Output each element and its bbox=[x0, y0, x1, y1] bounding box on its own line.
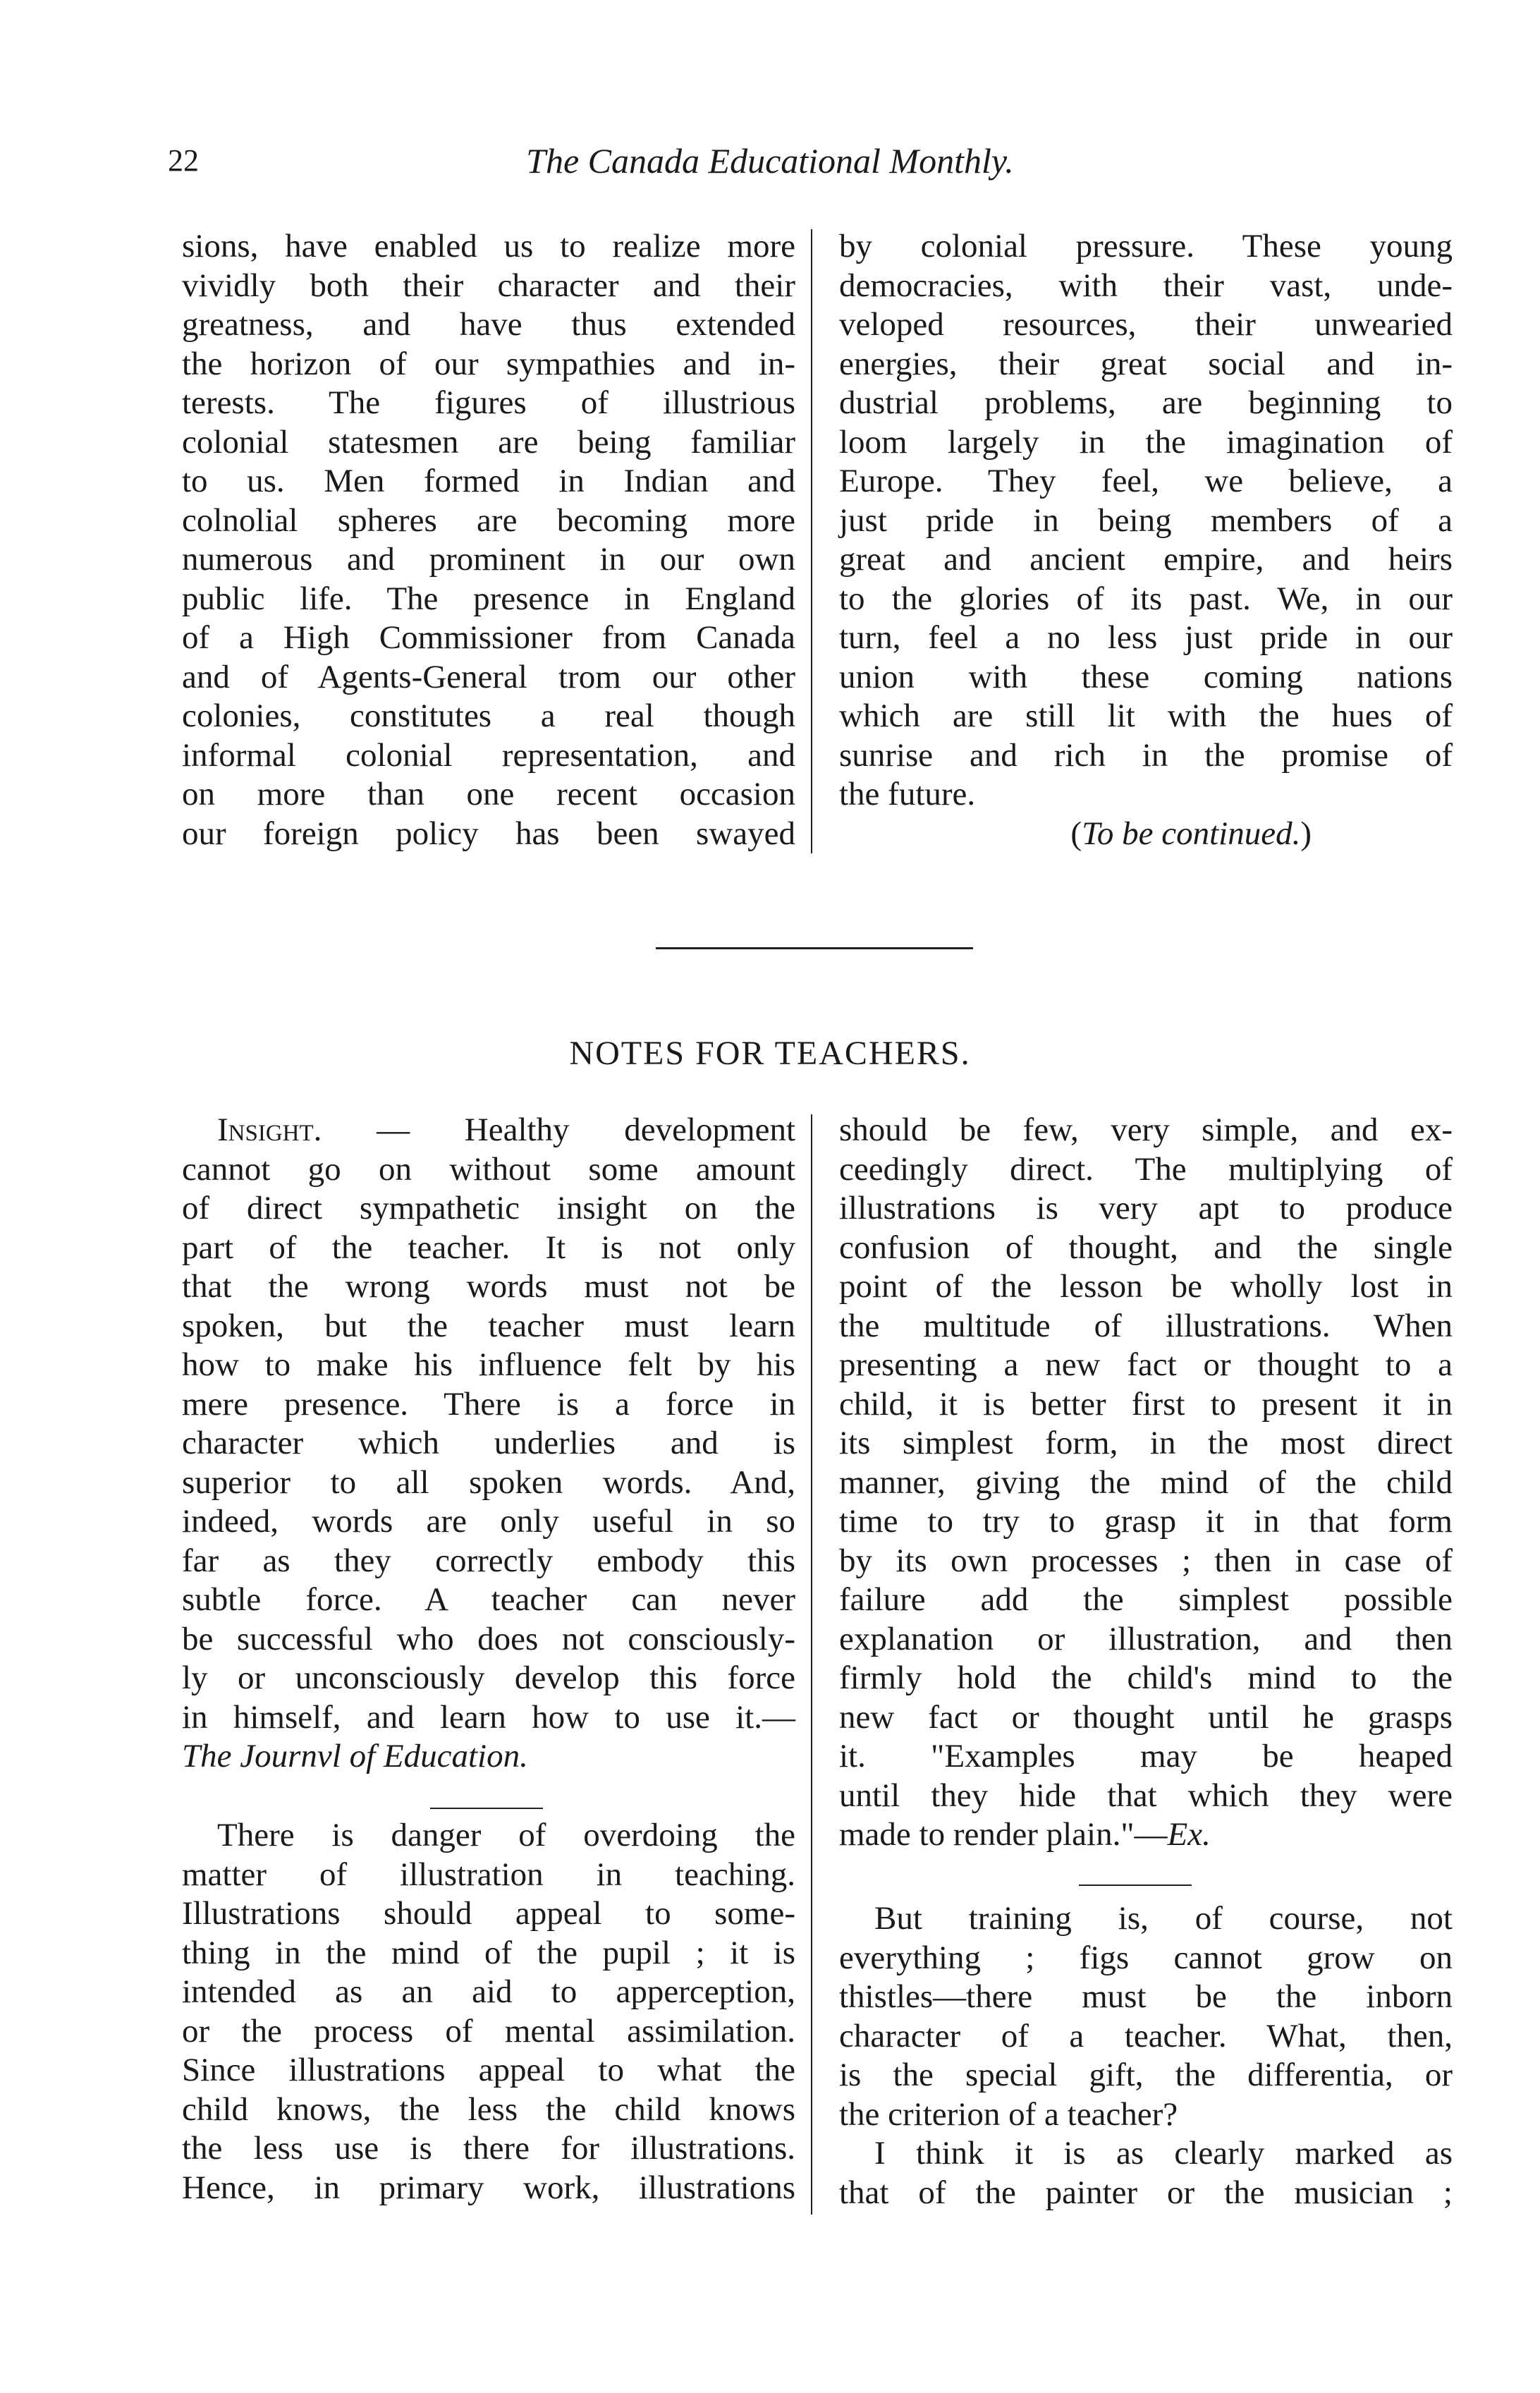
text-line: veloped resources, their unwearied bbox=[839, 306, 1453, 343]
notes-left-column-illustration bbox=[182, 1816, 795, 2208]
to-be-continued-text: To be continued. bbox=[1082, 815, 1301, 852]
text-line: everything ; figs cannot grow on bbox=[839, 1939, 1453, 1976]
text-line: character of a teacher. What, then, bbox=[839, 2017, 1453, 2054]
note-separator-right bbox=[1079, 1884, 1192, 1886]
text-line: that the wrong words must not be bbox=[182, 1268, 795, 1305]
text-line: numerous and prominent in our own bbox=[182, 541, 795, 578]
text-line: to the glories of its past. We, in our bbox=[839, 580, 1453, 617]
text-line: turn, feel a no less just pride in our bbox=[839, 619, 1453, 656]
text-line: by its own processes ; then in case of bbox=[839, 1542, 1453, 1579]
text-line: thing in the mind of the pupil ; it is bbox=[182, 1934, 795, 1971]
text-line: Illustrations should appeal to some- bbox=[182, 1895, 795, 1932]
text-line: dustrial problems, are beginning to bbox=[839, 384, 1453, 421]
text-line: thistles—there must be the inborn bbox=[839, 1978, 1453, 2015]
article-top-right-column bbox=[839, 227, 1453, 853]
text-line: colonies, constitutes a real though bbox=[182, 698, 795, 734]
notes-right-column-training bbox=[839, 1899, 1453, 2212]
text-line: But training is, of course, not bbox=[874, 1900, 1453, 1937]
section-title: NOTES FOR TEACHERS. bbox=[569, 1035, 971, 1072]
text-line: that of the painter or the musician ; bbox=[839, 2174, 1453, 2211]
text-line: informal colonial representation, and bbox=[182, 736, 795, 774]
text-line: and of Agents-General trom our other bbox=[182, 658, 795, 695]
column-divider-top bbox=[811, 229, 812, 853]
text-line: the future. bbox=[839, 776, 976, 812]
text-line: ly or unconsciously develop this force bbox=[182, 1660, 795, 1696]
text-line: democracies, with their vast, unde- bbox=[839, 267, 1453, 304]
text-line: our foreign policy has been swayed bbox=[182, 815, 795, 852]
text-line: sunrise and rich in the promise of bbox=[839, 736, 1453, 774]
text-line: intended as an aid to apperception, bbox=[182, 1973, 795, 2010]
text-line: subtle force. A teacher can never bbox=[182, 1581, 795, 1618]
text-line: it. "Examples may be heaped bbox=[839, 1738, 1453, 1774]
note-separator-left bbox=[430, 1808, 543, 1809]
text-line: explanation or illustration, and then bbox=[839, 1620, 1453, 1657]
text-line: public life. The presence in England bbox=[182, 580, 795, 617]
text-line: manner, giving the mind of the child bbox=[839, 1463, 1453, 1501]
text-line: child, it is better first to present it in bbox=[839, 1385, 1453, 1423]
text-line: colonial statesmen are being familiar bbox=[182, 423, 795, 461]
running-head: The Canada Educational Monthly. bbox=[526, 141, 1014, 181]
to-be-continued: (To be continued.) bbox=[1070, 815, 1312, 852]
text-line: just pride in being members of a bbox=[839, 501, 1453, 539]
text-line: of direct sympathetic insight on the bbox=[182, 1190, 795, 1226]
text-line: which are still lit with the hues of bbox=[839, 698, 1453, 734]
text-line: ceedingly direct. The multiplying of bbox=[839, 1150, 1453, 1188]
text-line: loom largely in the imagination of bbox=[839, 423, 1453, 461]
page-number: 22 bbox=[168, 143, 199, 178]
text-line: Europe. They feel, we believe, a bbox=[839, 463, 1453, 499]
text-line: on more than one recent occasion bbox=[182, 776, 795, 812]
text-line: superior to all spoken words. And, bbox=[182, 1463, 795, 1501]
notes-right-column bbox=[839, 1111, 1453, 1855]
text-line: character which underlies and is bbox=[182, 1425, 795, 1461]
text-line: mere presence. There is a force in bbox=[182, 1385, 795, 1423]
text-line: the horizon of our sympathies and in- bbox=[182, 345, 795, 382]
text-line bbox=[839, 1815, 1453, 1855]
text-line: is the special gift, the differentia, or bbox=[839, 2057, 1453, 2093]
illustration-source: Ex. bbox=[1167, 1816, 1211, 1853]
text-line: time to try to grasp it in that form bbox=[839, 1503, 1453, 1540]
text-line: energies, their great social and in- bbox=[839, 345, 1453, 382]
text-line: far as they correctly embody this bbox=[182, 1542, 795, 1579]
text-line: should be few, very simple, and ex- bbox=[839, 1112, 1453, 1148]
illustration-end: made to render plain."— bbox=[839, 1816, 1168, 1853]
notes-left-column bbox=[182, 1111, 795, 1777]
text-line: sions, have enabled us to realize more bbox=[182, 228, 795, 264]
text-line: how to make his influence felt by his bbox=[182, 1346, 795, 1383]
text-line: Hence, in primary work, illustrations bbox=[182, 2169, 795, 2206]
text-line: point of the lesson be wholly lost in bbox=[839, 1268, 1453, 1305]
text-line: confusion of thought, and the single bbox=[839, 1229, 1453, 1266]
text-line: part of the teacher. It is not only bbox=[182, 1229, 795, 1266]
text-line: illustrations is very apt to produce bbox=[839, 1190, 1453, 1226]
text-line: firmly hold the child's mind to the bbox=[839, 1660, 1453, 1696]
text-line: terests. The figures of illustrious bbox=[182, 384, 795, 421]
text-line: failure add the simplest possible bbox=[839, 1581, 1453, 1618]
text-line: or the process of mental assimilation. bbox=[182, 2012, 795, 2050]
text-line: greatness, and have thus extended bbox=[182, 306, 795, 343]
text-line: the criterion of a teacher? bbox=[839, 2095, 1178, 2133]
text-line: the multitude of illustrations. When bbox=[839, 1307, 1453, 1344]
text-line: new fact or thought until he grasps bbox=[839, 1698, 1453, 1736]
text-line: of a High Commissioner from Canada bbox=[182, 619, 795, 656]
text-line: spoken, but the teacher must learn bbox=[182, 1307, 795, 1344]
text-line: great and ancient empire, and heirs bbox=[839, 541, 1453, 578]
insight-dash: — bbox=[322, 1112, 465, 1148]
text-line: union with these coming nations bbox=[839, 658, 1453, 695]
article-top-left-column bbox=[182, 227, 795, 853]
text-line: child knows, the less the child knows bbox=[182, 2090, 795, 2128]
text-line: by colonial pressure. These young bbox=[839, 228, 1453, 264]
text-line: be successful who does not consciously- bbox=[182, 1620, 795, 1657]
insight-first-line: Healthy development bbox=[464, 1112, 796, 1148]
text-line: I think it is as clearly marked as bbox=[874, 2135, 1453, 2172]
insight-source: The Journvl of Education. bbox=[182, 1738, 528, 1774]
column-divider-notes bbox=[811, 1114, 812, 2215]
section-separator-rule bbox=[656, 947, 973, 949]
text-line: until they hide that which they were bbox=[839, 1777, 1453, 1814]
text-line bbox=[182, 1111, 795, 1150]
text-line: cannot go on without some amount bbox=[182, 1150, 795, 1188]
text-line: Since illustrations appeal to what the bbox=[182, 2052, 795, 2088]
text-line: presenting a new fact or thought to a bbox=[839, 1346, 1453, 1383]
text-line: matter of illustration in teaching. bbox=[182, 1856, 795, 1893]
text-line: colnolial spheres are becoming more bbox=[182, 501, 795, 539]
text-line: to us. Men formed in Indian and bbox=[182, 463, 795, 499]
text-line: There is danger of overdoing the bbox=[217, 1817, 795, 1853]
text-line: indeed, words are only useful in so bbox=[182, 1503, 795, 1540]
text-line: vividly both their character and their bbox=[182, 267, 795, 304]
insight-heading: Insight. bbox=[217, 1112, 322, 1148]
text-line: its simplest form, in the most direct bbox=[839, 1425, 1453, 1461]
text-line: the less use is there for illustrations. bbox=[182, 2130, 795, 2167]
text-line: in himself, and learn how to use it.— bbox=[182, 1698, 795, 1736]
